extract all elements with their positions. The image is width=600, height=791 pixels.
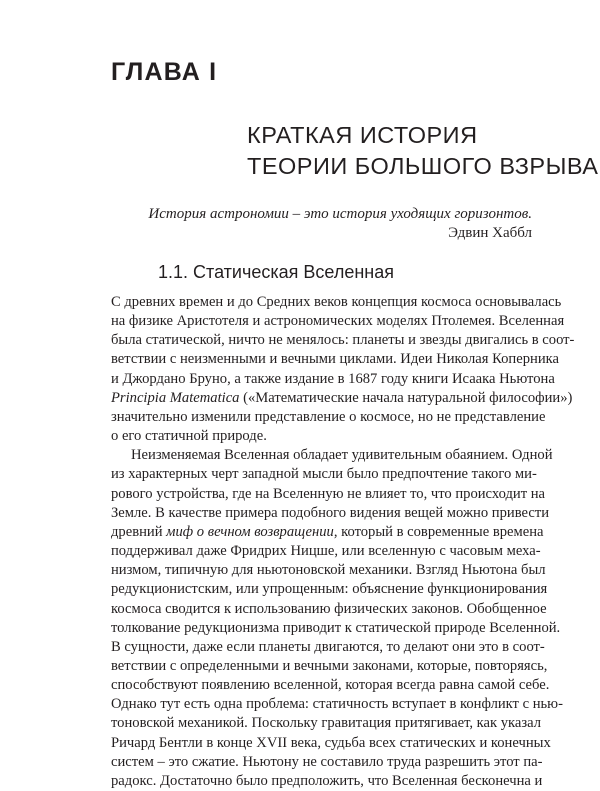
text-line: Земле. В качестве примера подобного видения вещей можно привести: [111, 504, 550, 521]
text-line: Неизменяемая Вселенная обладает удивительным обаянием. Одной: [131, 447, 553, 464]
text-line: [111, 389, 573, 408]
paragraph-2: [111, 446, 563, 791]
text-line: рового устройства, где на Вселенную не влияет то, что происходит на: [111, 485, 546, 502]
body-text: [111, 293, 575, 791]
text-line: Однако тут есть одна проблема: статичность вступает в конфликт с нью-: [111, 696, 563, 713]
text-line: радокс. Достаточно было предположить, что Вселенная бесконечна и: [111, 772, 543, 789]
text-line: Ричард Бентли в конце XVII века, судьба всех статических и конечных: [111, 734, 551, 751]
italic-phrase: миф о вечном возвращении: [166, 523, 334, 540]
paragraph-1: [111, 293, 575, 446]
chapter-title-line: КРАТКАЯ ИСТОРИЯ: [247, 122, 478, 148]
text-line: ветствии с неизменными и вечными циклами. Идеи Николая Коперника: [111, 351, 559, 368]
text-fragment: («Математические начала натуральной философии»): [239, 389, 573, 406]
epigraph: [112, 205, 532, 243]
text-line: тоновской механикой. Поскольку гравитация притягивает, как указал: [111, 715, 542, 732]
text-line: способствуют появлению вселенной, которая всегда равна самой себе.: [111, 677, 550, 694]
text-line: из характерных черт западной мысли было предпочтение такого ми-: [111, 466, 537, 483]
text-fragment: , который в современные времена: [333, 523, 544, 540]
text-line: [111, 523, 544, 542]
text-line: поддерживал даже Фридрих Ницше, или вселенную с часовым меха-: [111, 543, 541, 560]
text-line: толкование редукционизма приводит к статической природе Вселенной.: [111, 619, 561, 636]
text-line: низмом, типичную для ньютоновской механики. Взгляд Ньютона был: [111, 562, 546, 579]
chapter-label: ГЛАВА I: [111, 58, 218, 86]
text-fragment: древний: [111, 523, 167, 540]
epigraph-author: Эдвин Хаббл: [448, 225, 532, 241]
epigraph-quote: История астрономии – это история уходящих горизонтов.: [148, 206, 532, 222]
section-heading: 1.1. Статическая Вселенная: [158, 262, 394, 282]
book-title-italic: Principia Matematica: [111, 389, 240, 406]
text-line: космоса сводится к использованию физических законов. Обобщенное: [111, 600, 547, 617]
text-line: редукционистским, или упрощенным: объяснение функционирования: [111, 581, 548, 598]
text-line: ветствии с определенными и вечными законами, которые, повторяясь,: [111, 657, 548, 674]
text-line: и Джордано Бруно, а также издание в 1687 году книги Исаака Ньютона: [111, 370, 555, 387]
chapter-title: [247, 120, 599, 182]
text-line: о его статичной природе.: [111, 428, 267, 445]
text-line: была статической, ничто не менялось: планеты и звезды двигались в соот-: [111, 332, 575, 349]
chapter-title-line: ТЕОРИИ БОЛЬШОГО ВЗРЫВА: [247, 153, 599, 179]
text-line: систем – это сжатие. Ньютону не составило труда разрешить этот па-: [111, 753, 543, 770]
text-line: В сущности, даже если планеты двигаются, то делают они это в соот-: [111, 638, 545, 655]
text-line: значительно изменили представление о космосе, но не представление: [111, 408, 546, 425]
text-line: С древних времен и до Средних веков концепция космоса основывалась: [111, 294, 562, 310]
text-line: на физике Аристотеля и астрономических моделях Птолемея. Вселенная: [111, 313, 565, 330]
